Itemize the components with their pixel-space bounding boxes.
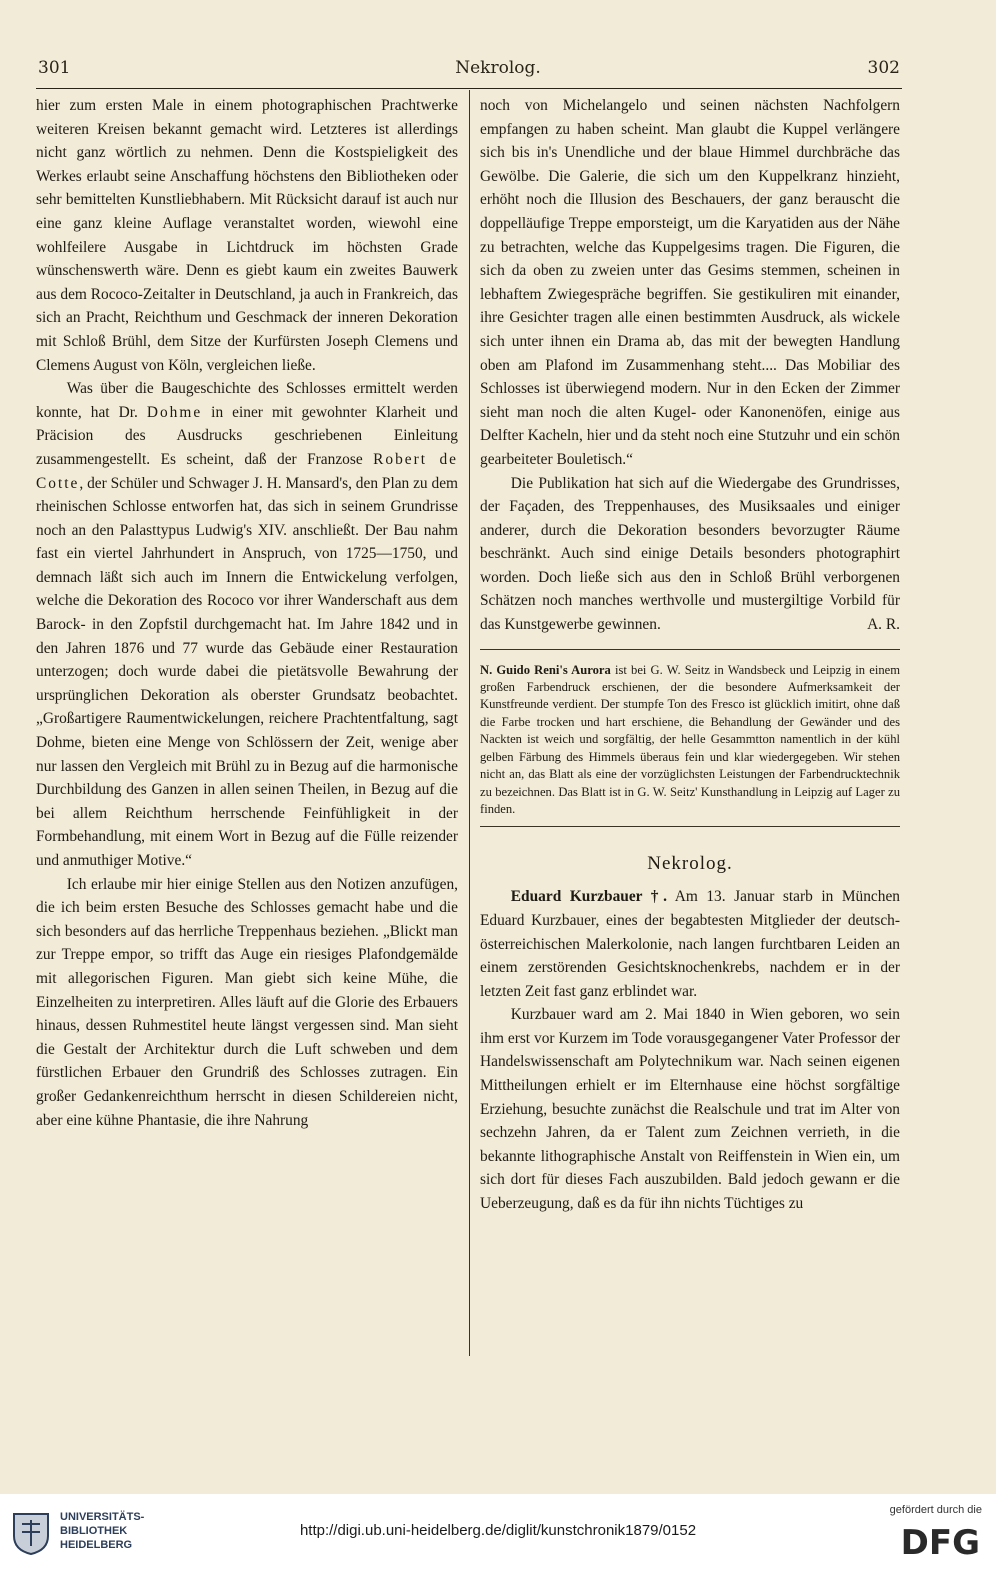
name-dohme: Dohme xyxy=(146,403,203,421)
text-run: ist bei G. W. Seitz in Wandsbeck und Leipzig in einem großen Farbendruck erschienen, der die besondere Aufmerksamkeit der Kunstfreunde verdient. Der stumpfe Ton des Fresco ist glücklich imitirt, ohne daß die Farbe trocken und hart erschiene, die Behandlung der Gewänder und des Nackten ist weich und sorgfältig, der helle Gesammtton namentlich in der kühl gelben Färbung des Himmels überaus fein und klar wiedergegeben. Wir stehen nicht an, das Blatt als eine der vorzüglichsten Leistungen der Farbendrucktechnik zu bezeichnen. Das Blatt ist in G. W. Seitz' Kunsthandlung in Leipzig auf Lager zu finden. xyxy=(480,662,901,816)
dfg-logo-text: DFG xyxy=(900,1523,980,1558)
running-title: Nekrolog. xyxy=(455,58,541,78)
column-divider xyxy=(469,90,470,1356)
dfg-logo-icon xyxy=(892,1522,982,1558)
paragraph xyxy=(36,377,458,872)
notice-heading: N. Guido Reni's Aurora xyxy=(480,662,611,677)
library-name-line: UNIVERSITÄTS- xyxy=(60,1511,145,1523)
section-title: Nekrolog. xyxy=(647,853,733,875)
text-run: in einer mit gewohnter Klarheit und Präcision des Ausdrucks geschriebenen Einleitung zusammengestellt. Es scheint, daß der Franzose xyxy=(36,403,458,468)
notice-paragraph xyxy=(480,662,900,819)
permalink[interactable]: http://digi.ub.uni-heidelberg.de/diglit/kunstchronik1879/0152 xyxy=(299,1522,697,1539)
text-run: Am 13. Januar starb in München Eduard Kurzbauer, eines der begabtesten Mitglieder der deutsch-österreichischen Malerkolonie, nach langen furchtbaren Leiden an einem zerstörenden Gesichtsknochenkrebs, nachdem er in der letzten Zeit fast ganz erblindet war. xyxy=(480,888,900,1000)
text-run: , der Schüler und Schwager J. H. Mansard's, den Plan zu dem rheinischen Schlosse entworfen hat, das sich in seinem Grundrisse noch an den Palasttypus Ludwig's XIV. anschließt. Der Bau nahm fast ein viertel Jahrhundert in Anspruch, von 1725—1750, und demnach läßt sich auch im Innern die Entwickelung verfolgen, welche die Dekoration des Rococo vor ihrer Wanderschaft aus dem Barock- in den Zopfstil durchgemacht hat. Im Jahre 1842 und in den Jahren 1876 und 77 wurde das Gebäude einer Restauration unterzogen; doch wurde dabei die pietätsvolle Bewahrung der ursprünglichen Dekoration als oberster Grundsatz beobachtet. „Großartigere Raumentwickelungen, reichere Prachtentfaltung, sagt Dohme, bieten eine Menge von Schlössern der Zeit, wenige aber nur lassen den Vergleich mit Brühl zu in Bezug auf die harmonische Durchbildung des Ganzen in allen seinen Theilen, in Bezug auf die bei allem Reichthum herrschende Feinfühligkeit in der Formbehandlung, mit einem Wort in Bezug auf die Fülle reizender und anmuthiger Motive.“ xyxy=(36,474,458,869)
paragraph: Kurzbauer ward am 2. Mai 1840 in Wien geboren, wo sein ihm erst vor Kurzem im Tode vorausgegangener Vater Professor der Handelswissenschaft am Polytechnikum war. Nach seinen eigenen Mittheilungen erhielt er im Elternhause eine höchst sorgfältige Erziehung, besuchte zunächst die Realschule und trat im Alter von sechzehn Jahren, da er Talent zum Zeichnen verrieth, in die bekannte lithographische Anstalt von Reiffenstein in Wien ein, um sich dort für dieses Fach auszubilden. Bald jedoch gewann er die Ueberzeugung, daß es da für ihn nichts Tüchtiges zu xyxy=(480,1006,900,1213)
obituary-name: Eduard Kurzbauer †. xyxy=(510,888,668,906)
page-number-left: 301 xyxy=(38,58,71,78)
text-run: Was über die Baugeschichte des Schlosses ermittelt werden konnte, hat Dr. xyxy=(36,380,458,421)
name-robert-de-cotte: Robert de Cotte xyxy=(36,450,458,492)
right-column xyxy=(480,94,900,1216)
paragraph xyxy=(480,472,900,637)
text-run: Die Publikation hat sich auf die Wiedergabe des Grundrisses, der Façaden, des Treppenhauses, des Musiksaales und einiger anderer, durch die Dekoration besonders bevorzugter Räume beschränkt. Auch sind einige Details besonders photographirt worden. Doch ließe sich aus den in Schloß Brühl verborgenen Schätzen noch manches werthvolle und mustergiltige Vorbild für das Kunstgewerbe gewinnen. xyxy=(480,474,900,634)
header-rule xyxy=(36,88,902,89)
page-number-right: 302 xyxy=(867,58,900,78)
section-rule xyxy=(480,826,900,827)
library-name-line: HEIDELBERG xyxy=(60,1539,133,1551)
author-signature: A. R. xyxy=(867,616,900,634)
paragraph: Ich erlaube mir hier einige Stellen aus den Notizen anzufügen, die ich beim ersten Besuche des Schlosses gemacht habe und die sich besonders auf das herrliche Treppenhaus beziehen. „Blickt man zur Treppe empor, so trifft das Auge ein riesiges Plafondgemälde mit allegorischen Figuren. Man giebt sich keine Mühe, die Einzelheiten zu interpretiren. Alles läuft auf die Glorie des Erbauers hinaus, dessen Ruhmestitel heute längst vergessen sind. Man sieht die Gestalt der Architektur durch die Luft schweben und dem fürstlichen Erbauer den Grundriß des Schlosses zutragen. Ein großer Gedankenreichthum herrscht in diesen Schildereien nicht, aber eine kühne Phantasie, die ihre Nahrung xyxy=(36,875,458,1129)
paragraph xyxy=(480,885,900,1003)
section-rule xyxy=(480,649,900,650)
paragraph: hier zum ersten Male in einem photographischen Prachtwerke weiteren Kreisen bekannt gemacht wird. Letzteres ist allerdings nicht ganz wörtlich zu nehmen. Denn die Kostspieligkeit des Werkes erlaubt seine Anschaffung höchstens den Bibliotheken oder sehr bemittelten Kunstliebhabern. Mit Rücksicht darauf ist auch nur eine ganz kleine Auflage veranstaltet worden, wiewohl eine wohlfeilere Ausgabe in Lichtdruck im höchsten Grade wünschenswerth wäre. Denn es giebt kaum ein zweites Bauwerk aus dem Rococo-Zeitalter in Deutschland, ja auch in Frankreich, das sich an Pracht, Reichthum und Geschmack der inneren Dekoration mit Schloß Brühl, dem Sitze der Kurfürsten Joseph Clemens und Clemens August von Köln, vergleichen ließe. xyxy=(36,97,458,374)
paragraph: noch von Michelangelo und seinen nächsten Nachfolgern empfangen zu haben scheint. Man glaubt die Kuppel verlängere sich bis in's Unendliche und der blaue Himmel durchbräche das Gewölbe. Die Galerie, die sich um den Kuppelkranz hinzieht, erhöht noch die Illusion des Beschauers, der ganz berauscht die doppelläufige Treppe emporsteigt, um die Karyatiden aus der Nähe zu betrachten, welche das Kuppelgesims tragen. Die Figuren, die sich da oben zu zweien unter das Gesims stemmen, scheinen in lebhaftem Zwiegespräche begriffen. Sie gestikuliren mit einander, ihre Gesichter tragen alle einen bestimmten Ausdruck, als wickele sich unter ihnen ein Drama ab, das mit der bewegten Handlung oben am Plafond im Zusammenhang steht.... Das Mobiliar des Schlosses ist überwiegend modern. Nur in den Ecken der Zimmer sieht man noch die alten Kugel- oder Kanonenöfen, einige aus Delfter Kacheln, hier und da steht noch eine Stutzuhr und ein schön gearbeiteter Bouletisch.“ xyxy=(480,97,900,468)
funding-note: gefördert durch die xyxy=(889,1504,982,1516)
library-name-line: BIBLIOTHEK xyxy=(60,1525,128,1537)
viewer-footer xyxy=(0,1494,996,1571)
left-column xyxy=(36,94,458,1132)
